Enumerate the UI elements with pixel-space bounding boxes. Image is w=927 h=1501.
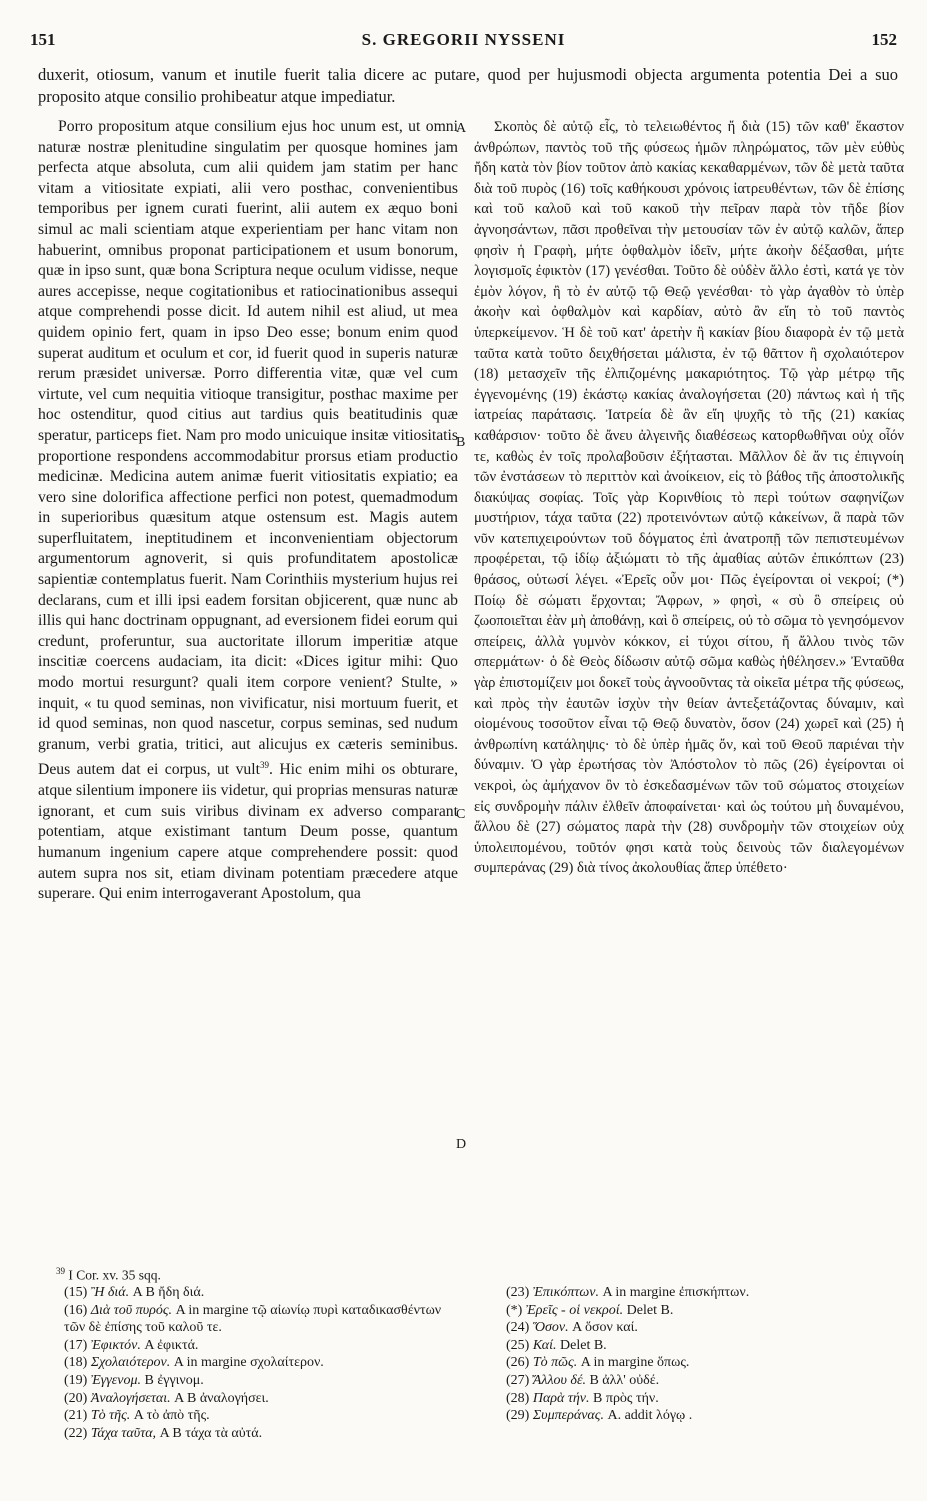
footnote-text: A ὅσον καί. (572, 1320, 638, 1336)
footnote-lemma: Ἐρεῖς - οἱ νεκροί. (525, 1302, 624, 1318)
footnote-lemma: Καί. (532, 1337, 557, 1353)
page-header (24, 30, 903, 54)
footnote-line (64, 1425, 460, 1443)
footnote-number: (22) (64, 1425, 88, 1441)
latin-text: Porro propositum atque consilium ejus hoc unum est, ut omni naturæ nostræ plenitudine singulatim per quosque homines jam perfecta atque absoluta, cum alii quidem jam statim per hanc vitam a vitiositate expiati, alii vero posthac, convenientibus temporibus per ignem curati fuerint, alii autem ex æquo boni simul ac mali scientiam atque experientiam per hanc vitam non habuerint, omnibus proponat participationem et usum bonorum, quæ in ipso sunt, quæ bona Scriptura neque oculum vidisse, neque aures accepisse, neque cogitationibus et ratiocinationibus assequi atque comprehendi posse dicit. Id autem nihil est aliud, ut mea quidem opinio fert, quam in ipso Deo esse; bonum enim quod superat auditum et oculum et cor, id fuerit quod in superis naturæ rerum præsidet universæ. Porro differentia vitæ, quæ vel cum virtute, vel cum nequitia vitioque transigitur, posthac maxime per hoc ostenditur, quod citius aut tardius quis beatitudinis quæ speratur, particeps fiet. Nam pro modo unicuique insitæ vitiositatis proportione respondens accommodabitur prorsus etiam productio medicinæ. Medicina autem animæ fuerit vitiositatis expiatio; ea vero sine dolorifica affectione perfici non potest, quemadmodum in superioribus quæsitum atque ostensum est. Magis autem superfluitatem, ineptitudinem et inconvenientiam objectorum argumentorum agnoverit, si quis profunditatem apostolicæ sapientiæ contemplatus fuerit. Nam Corinthiis mysterium hujus rei declarans, cum et illi ipsi eadem forsitan objicerent, quæ nunc ab illis qui hanc doctrinam oppugnant, ad eversionem fidei eorum qui credunt, proferuntur, sua auctoritate illorum imperitiæ atque inscitiæ coercens audaciam, ita dicit: «Dices igitur mihi: Quo modo mortui resurgunt? quali item corpore venient? Stulte, » inquit, « tu quod seminas, non vivificatur, nisi mortuum fuerit, et id quod seminas, non quod nascetur, corpus seminas, sed nudum granum, verbi gratia, tritici, aut alicujus ex cæteris seminibus. Deus autem dat ei corpus, ut vult (38, 118, 458, 779)
footnote-number: (*) (506, 1302, 523, 1318)
footnote-lemma: Σχολαιότερον. (90, 1355, 171, 1371)
footnote-line (506, 1390, 902, 1408)
footnote-lemma: Διὰ τοῦ πυρός. (90, 1302, 173, 1318)
footnote-lemma: Ἐγγενομ. (90, 1372, 142, 1388)
footnote-lemma: Τὸ πῶς. (532, 1355, 578, 1371)
footnote-line (506, 1372, 902, 1390)
footnote-line (506, 1302, 902, 1320)
footnotes-right (506, 1284, 902, 1425)
footnote-number: (20) (64, 1390, 88, 1406)
footnote-text: A in margine τῷ αἰωνίῳ πυρὶ καταδικασθέντων τῶν δὲ ἐπίσης τοῦ καλοῦ τε. (64, 1302, 442, 1336)
footnote-number: (28) (506, 1390, 530, 1406)
footnote-lemma: Ἢ διά. (90, 1285, 130, 1300)
footnote-line (64, 1354, 460, 1372)
footnote-reference: 39 (260, 760, 269, 771)
page-number-right: 152 (871, 30, 897, 49)
footnote-lemma: Ὅσον. (532, 1320, 569, 1336)
greek-column (474, 117, 904, 1265)
footnote-line (506, 1284, 902, 1302)
footnote-text: A B ἤδη διά. (132, 1285, 205, 1300)
footnote-number: (25) (506, 1337, 530, 1353)
footnote-text: A in margine ἐπισκήπτων. (602, 1285, 750, 1300)
margin-letters (456, 117, 472, 1267)
latin-footnote-text: I Cor. xv. 35 sqq. (68, 1267, 161, 1283)
footnote-text: Delet B. (626, 1302, 674, 1318)
footnote-line (64, 1337, 460, 1355)
latin-footnote-number: 39 (56, 1266, 65, 1276)
footnotes-left (64, 1284, 460, 1442)
footnote-text: B πρὸς τήν. (593, 1390, 659, 1406)
latin-footnote (56, 1266, 456, 1284)
footnote-number: (24) (506, 1320, 530, 1336)
intro-paragraph: duxerit, otiosum, vanum et inutile fuerit talia dicere ac putare, quod per hujusmodi objecta argumenta potentia Dei a suo proposito atque consilio prohibeatur atque impediatur. (38, 65, 898, 106)
footnote-lemma: Τὸ τῆς. (90, 1408, 131, 1424)
footnote-number: (27) (506, 1372, 530, 1388)
footnote-line (64, 1284, 460, 1302)
footnote-number: (19) (64, 1372, 88, 1388)
latin-paragraph (38, 117, 458, 905)
footnote-lemma: Ἀναλογήσεται. (90, 1390, 171, 1406)
footnote-lemma: Τάχα ταῦτα, (90, 1425, 157, 1441)
greek-paragraph: Σκοπὸς δὲ αὐτῷ εἷς, τὸ τελειωθέντος ἤ διὰ (15) τῶν καθ' ἕκαστον ἀνθρώπων, παντὸς τοῦ τῆς φύσεως ἡμῶν πληρώματος, τῶν μὲν εὐθὺς ἤδη κατὰ τὸν βίον τοῦτον ἀπὸ κακίας κεκαθαρμένων, τῶν δὲ μετὰ ταῦτα διὰ τοῦ πυρὸς (16) τοῖς καθήκουσι χρόνοις ἰατρευθέντων, τῶν δὲ ἐπίσης καὶ τοῦ καλοῦ καὶ τοῦ κακοῦ τὴν πεῖραν παρὰ τὸν τῆδε βίον ἀγνοησάντων, πᾶσι προθεῖναι τὴν μετουσίαν τῶν ἐν αὐτῷ καλῶν, ἅπερ φησὶν ἡ Γραφὴ, μήτε ὀφθαλμὸν ἰδεῖν, μήτε ἀκοὴν δέξασθαι, μήτε λογισμοῖς ἐφικτὸν (17) γενέσθαι. Τοῦτο δὲ οὐδὲν ἄλλο ἐστὶ, κατά γε τὸν ἐμὸν λόγον, ἢ τὸ ἐν αὐτῷ τῷ Θεῷ γενέσθαι· τὸ γὰρ ἀγαθὸν τὸ ὑπὲρ ἀκοὴν καὶ ὀφθαλμὸν καὶ καρδίαν, αὐτὸ ἂν εἴη τὸ τοῦ παντὸς ὑπερκείμενον. Ἡ δὲ τοῦ κατ' ἀρετὴν ἢ κακίαν βίου διαφορὰ ἐν τῷ μετὰ ταῦτα κατὰ τοῦτο δειχθήσεται μάλιστα, ἐν τῷ θᾶττον ἢ σχολαιότερον (18) μετασχεῖν τῆς ἐλπιζομένης μακαριότητος. Τῷ γὰρ μέτρῳ τῆς ἐγγενομένης (19) ἑκάστῳ κακίας ἀναλογήσεται (20) πάντως καὶ ἡ τῆς ἰατρείας παράτασις. Ἰατρεία δὲ ἂν εἴη ψυχῆς τὸ τῆς (21) κακίας καθάρσιον· τοῦτο δὲ ἄνευ ἀλγεινῆς διαθέσεως κατορθωθῆναι οὐχ οἷόν τε, καθὼς ἐν τοῖς προλαβοῦσιν ἐξήτασται. Μᾶλλον δὲ ἄν τις ἐπιγνοίη τῶν ἐνστάσεων τὸ περιττὸν καὶ ἀνοίκειον, εἰς τὸ βάθος τῆς ἀποστολικῆς διακύψας σοφίας. Τοῖς γὰρ Κορινθίοις τὸ περὶ τούτων σαφηνίζων μυστήριον, τάχα ταῦτα (22) προτεινόντων αὐτῷ κἀκείνων, ἃ παρὰ τῶν νῦν κατεπιχειρούντων τοῦ δόγματος ἐπὶ ἀνατροπῇ τῶν πεπιστευμένων προφέρεται, τῷ ἰδίῳ ἀξιώματι τὸ τῆς ἀμαθίας αὐτῶν ἐπικόπτων (23) θράσος, οὑτωσί λέγει. «Ἐρεῖς οὖν μοι· Πῶς ἐγείρονται οἱ νεκροί; (*) Ποίῳ δὲ σώματι ἔρχονται; Ἄφρων, » φησὶ, « σὺ ὃ σπείρεις οὐ ζωοποιεῖται ἐὰν μὴ ἀποθάνῃ, καὶ ὃ σπείρεις, οὐ τὸ σῶμα τὸ γενησόμενον σπείρεις, ἀλλὰ γυμνὸν κόκκον, εἰ τύχοι σίτου, ἤ ἄλλου τινὸς τῶν σπερμάτων· ὁ δὲ Θεὸς δίδωσιν αὐτῷ σῶμα καθὼς ἠθέλησεν.» Ἐνταῦθα γὰρ ἐπιστομίζειν μοι δοκεῖ τοὺς ἀγνοοῦντας τὰ οἰκεῖα μέτρα τῆς φύσεως, καὶ πρὸς τὴν ἑαυτῶν ἰσχὺν τὴν θείαν ἀντεξετάζοντας δύναμιν, καὶ οἰομένους τοσοῦτον εἶναι τῷ Θεῷ δυνατὸν, ὅσον (24) χωρεῖ καὶ (25) ἡ ἀνθρωπίνη κατάληψις· τὸ δὲ ὑπὲρ ἡμᾶς ὄν, καὶ τοῦ Θεοῦ παριέναι τὴν δύναμιν. Ὁ γὰρ ἐρωτήσας τὸν Ἀπόστολον τὸ πῶς (26) ἐγείρονται οἱ νεκροὶ, ὡς ἀμήχανον ὂν τὸ ἐσκεδασμένων τῶν τοῦ σώματος στοιχείων εἰς συνδρομὴν πάλιν ἐλθεῖν ἀποφαίνεται· καὶ ὡς τούτου μὴ δυναμένου, ἄλλου δὲ (27) σώματος παρὰ τὴν (28) συνδρομὴν τῶν στοιχείων οὐχ ὑπολειπομένου, τοῦτόν φησι κατὰ τοὺς δεινοὺς τῶν διαλεγομένων συμπεράνας (29) διὰ τίνος ἀκολουθίας ἅπερ ὑπέθετο· (474, 119, 904, 877)
footnote-text: A τὸ ἀπὸ τῆς. (133, 1408, 210, 1424)
footnote-lemma: Παρὰ τήν. (532, 1390, 590, 1406)
footnote-number: (17) (64, 1337, 88, 1353)
latin-text-tail: . Hic enim mihi os obturare, atque silentium imponere iis videtur, qui proprias mensuras naturæ ignorant, et cum suis viribus divinam ex adverso comparant potentiam, atque existimant tantum Deum posse, quantum humanum ingenium capere atque comprehendere possit: quod autem supra nos sit, etiam divinam potentiam præcedere atque superare. Qui enim interrogaverant Apostolum, qua (38, 761, 458, 903)
running-title: S. GREGORII NYSSENI (361, 30, 566, 49)
footnote-lemma: Ἐπικόπτων. (532, 1285, 599, 1300)
margin-letter-c: C (456, 807, 466, 822)
footnote-lemma: Ἐφικτόν. (90, 1337, 141, 1353)
footnote-text: A B τάχα τὰ αὐτά. (159, 1425, 263, 1441)
footnote-line (506, 1337, 902, 1355)
footnote-text: A. addit λόγῳ . (607, 1408, 693, 1424)
footnote-number: (26) (506, 1355, 530, 1371)
page-number-left: 151 (30, 30, 56, 49)
footnote-lemma: Ἄλλου δέ. (532, 1372, 586, 1388)
footnote-text: Delet B. (560, 1337, 607, 1353)
footnote-number: (21) (64, 1408, 88, 1424)
footnote-text: A in margine ὅπως. (580, 1355, 690, 1371)
margin-letter-a: A (456, 121, 467, 136)
footnote-text: A B ἀναλογήσει. (174, 1390, 269, 1406)
footnote-line (506, 1354, 902, 1372)
latin-column (38, 117, 458, 1265)
margin-letter-b: B (456, 435, 466, 450)
footnote-line (506, 1319, 902, 1337)
footnote-line (64, 1407, 460, 1425)
footnote-number: (23) (506, 1285, 530, 1300)
footnote-text: B ἀλλ' οὐδέ. (589, 1372, 660, 1388)
footnote-line (64, 1390, 460, 1408)
footnote-line (64, 1302, 460, 1337)
footnote-text: A ἐφικτά. (144, 1337, 199, 1353)
footnote-number: (18) (64, 1355, 88, 1371)
footnote-number: (15) (64, 1285, 88, 1300)
footnote-text: B ἐγγινομ. (144, 1372, 204, 1388)
footnote-number: (16) (64, 1302, 88, 1318)
footnote-number: (29) (506, 1408, 530, 1424)
footnote-line (506, 1407, 902, 1425)
margin-letter-d: D (456, 1137, 467, 1152)
footnote-line (64, 1372, 460, 1390)
footnote-lemma: Συμπεράνας. (532, 1408, 604, 1424)
footnote-text: A in margine σχολαίτερον. (173, 1355, 324, 1371)
